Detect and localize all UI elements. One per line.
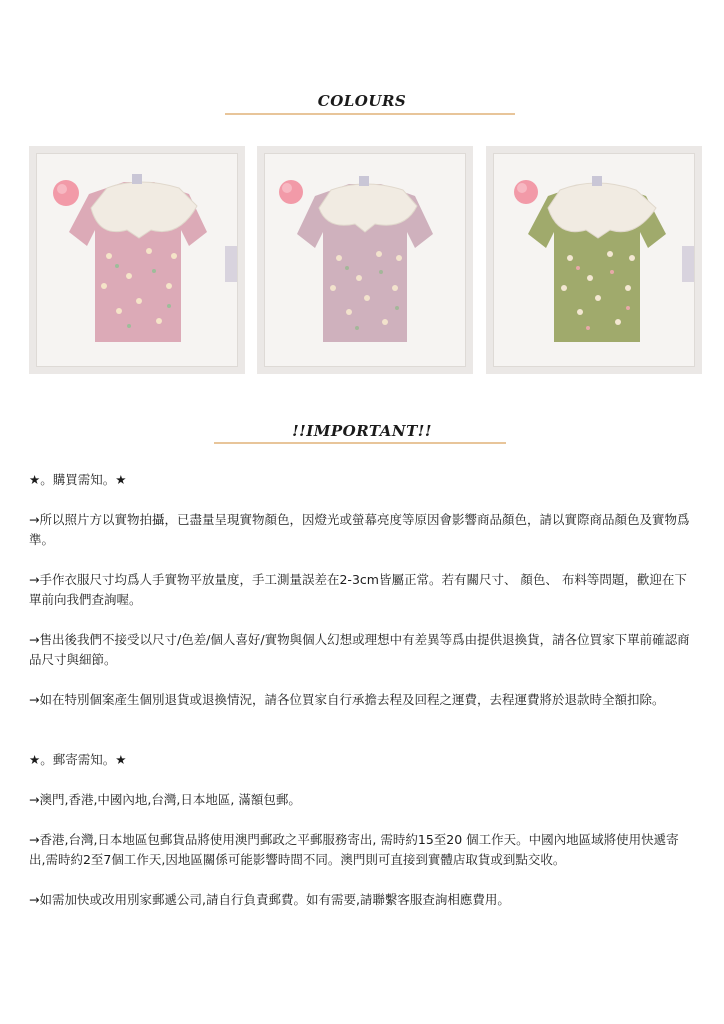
purchase-note-4: →如在特別個案產生個別退貨或退換情況，請各位買家自行承擔去程及回程之運費，去程運費將於退款時全額扣除。 xyxy=(29,692,665,707)
purchase-heading: ★。購買需知。★ xyxy=(29,472,127,487)
important-title: !!IMPORTANT!! xyxy=(292,422,432,440)
shipping-note-2: →香港,台灣,日本地區包郵貨品將使用澳門郵政之平郵服務寄出, 需時約15至20 個工作天。中國內地區域將使用快遞寄出,需時約2至7個工作天,因地區關係可能影響時間不同。澳門則可直接到實體店取貨或到點交收。 xyxy=(29,832,679,867)
product-photo-green[interactable] xyxy=(486,146,702,374)
purchase-note-1: →所以照片方以實物拍攝，已盡量呈現實物顏色，因燈光或螢幕亮度等原因會影響商品顏色，請以實際商品顏色及實物爲準。 xyxy=(29,512,690,547)
product-photo-lavender[interactable] xyxy=(257,146,473,374)
purchase-note-3: →售出後我們不接受以尺寸/色差/個人喜好/實物與個人幻想或理想中有差異等爲由提供退換貨，請各位買家下單前確認商品尺寸與細節。 xyxy=(29,632,690,667)
colours-divider xyxy=(225,113,515,115)
colours-title: COLOURS xyxy=(317,92,407,110)
notes-section xyxy=(29,470,695,930)
shipping-heading: ★。郵寄需知。★ xyxy=(29,752,127,767)
important-divider xyxy=(214,442,506,444)
product-photo-pink[interactable] xyxy=(29,146,245,374)
shipping-note-1: →澳門,香港,中國內地,台灣,日本地區, 滿額包郵。 xyxy=(29,792,301,807)
shipping-note-3: →如需加快或改用別家郵遞公司,請自行負責郵費。如有需要,請聯繫客服查詢相應費用。 xyxy=(29,892,510,907)
product-photos xyxy=(29,146,702,374)
purchase-note-2: →手作衣服尺寸均爲人手實物平放量度，手工測量誤差在2-3cm皆屬正常。若有關尺寸、 顏色、 布料等問題，歡迎在下單前向我們查詢喔。 xyxy=(29,572,687,607)
